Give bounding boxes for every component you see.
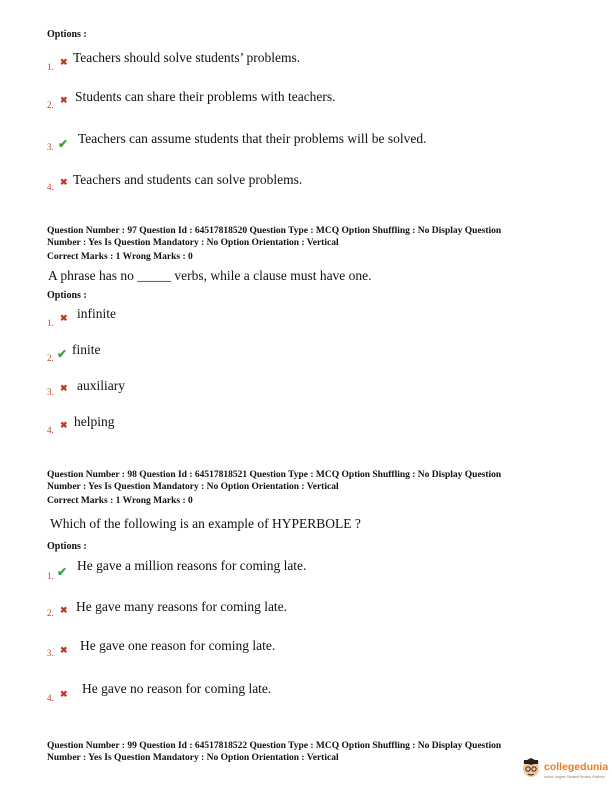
option-text: infinite: [77, 306, 116, 321]
logo-name: collegedunia: [544, 761, 609, 773]
cross-icon: ✖: [60, 95, 68, 105]
option-number: 4.: [47, 425, 54, 435]
option-text: Teachers and students can solve problems.: [73, 172, 303, 187]
question-meta: Question Number : 99 Question Id : 64517818522 Question Type : MCQ Option Shuffling : No Display Question: [47, 741, 502, 751]
option-number: 2.: [47, 608, 54, 618]
option-text: He gave many reasons for coming late.: [76, 599, 288, 614]
option-text: He gave no reason for coming late.: [82, 681, 272, 696]
cross-icon: ✖: [60, 689, 68, 699]
options-label: Options :: [47, 29, 87, 40]
question-marks: Correct Marks : 1 Wrong Marks : 0: [47, 496, 193, 506]
check-icon: ✔: [58, 137, 69, 151]
cross-icon: ✖: [60, 645, 68, 655]
mascot-icon: [521, 758, 541, 780]
option-number: 4.: [47, 182, 54, 192]
option-text: finite: [72, 342, 101, 357]
cross-icon: ✖: [60, 177, 68, 187]
cross-icon: ✖: [60, 605, 68, 615]
question-meta: Number : Yes Is Question Mandatory : No Option Orientation : Vertical: [47, 753, 339, 763]
option-number: 1.: [47, 62, 54, 72]
option-text: Teachers should solve students’ problems.: [73, 50, 301, 65]
cross-icon: ✖: [60, 313, 68, 323]
logo-tagline: India's largest Student Review Platform: [544, 775, 605, 779]
option-number: 3.: [47, 142, 54, 152]
check-icon: ✔: [57, 347, 68, 361]
question-text: Which of the following is an example of HYPERBOLE ?: [50, 516, 361, 531]
option-text: Students can share their problems with teachers.: [75, 89, 336, 104]
question-meta: Number : Yes Is Question Mandatory : No Option Orientation : Vertical: [47, 238, 339, 248]
collegedunia-logo: [519, 756, 612, 792]
option-text: He gave one reason for coming late.: [80, 638, 276, 653]
option-number: 1.: [47, 318, 54, 328]
option-number: 2.: [47, 353, 54, 363]
option-text: He gave a million reasons for coming late.: [77, 558, 307, 573]
check-icon: ✔: [57, 565, 68, 579]
option-text: helping: [74, 414, 115, 429]
cross-icon: ✖: [60, 57, 68, 67]
option-number: 3.: [47, 648, 54, 658]
option-number: 1.: [47, 571, 54, 581]
question-meta: Question Number : 97 Question Id : 64517818520 Question Type : MCQ Option Shuffling : No Display Question: [47, 226, 502, 236]
option-text: Teachers can assume students that their problems will be solved.: [78, 131, 427, 146]
option-number: 3.: [47, 387, 54, 397]
question-text: A phrase has no _____ verbs, while a clause must have one.: [48, 268, 372, 283]
option-number: 2.: [47, 100, 54, 110]
option-number: 4.: [47, 693, 54, 703]
cross-icon: ✖: [60, 420, 68, 430]
question-marks: Correct Marks : 1 Wrong Marks : 0: [47, 252, 193, 262]
option-text: auxiliary: [77, 378, 125, 393]
options-label: Options :: [47, 541, 87, 552]
question-meta: Question Number : 98 Question Id : 64517818521 Question Type : MCQ Option Shuffling : No Display Question: [47, 470, 502, 480]
question-meta: Number : Yes Is Question Mandatory : No Option Orientation : Vertical: [47, 482, 339, 492]
cross-icon: ✖: [60, 383, 68, 393]
options-label: Options :: [47, 290, 87, 301]
